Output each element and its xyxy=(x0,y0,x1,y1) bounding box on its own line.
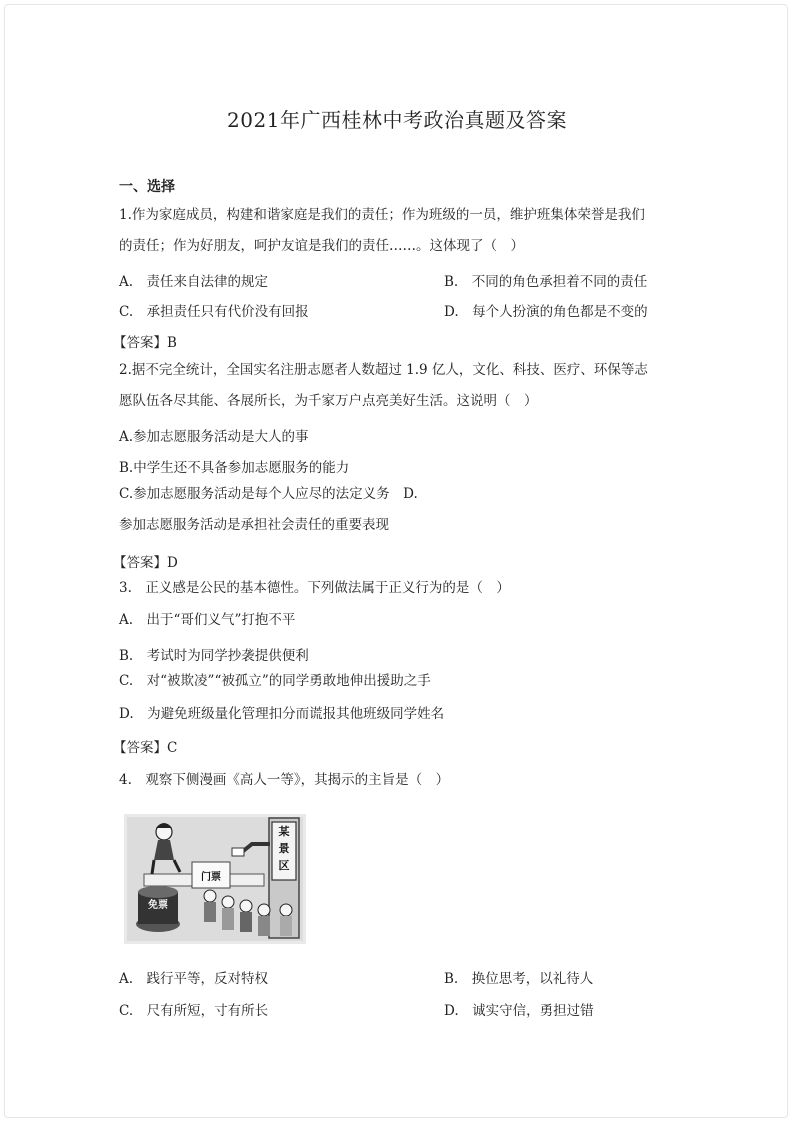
q3-stem: 3. 正义感是公民的基本德性。下列做法属于正义行为的是（ ） xyxy=(119,580,510,596)
q1-stem-line2: 的责任；作为好朋友，呵护友谊是我们的责任……。这体现了（ ） xyxy=(119,238,524,254)
cartoon-image xyxy=(124,814,306,944)
q1-option-a: A. 责任来自法律的规定 xyxy=(119,274,269,290)
q4-stem: 4. 观察下侧漫画《高人一等》，其揭示的主旨是（ ） xyxy=(119,772,450,788)
page-title: 2021年广西桂林中考政治真题及答案 xyxy=(227,108,567,132)
section-heading: 一、选择 xyxy=(119,179,175,195)
q2-option-a: A.参加志愿服务活动是大人的事 xyxy=(119,429,309,445)
q2-stem-line2: 愿队伍各尽其能、各展所长，为千家万户点亮美好生活。这说明（ ） xyxy=(119,393,538,409)
q4-option-a: A. 践行平等，反对特权 xyxy=(119,971,269,987)
q1-option-d: D. 每个人扮演的角色都是不变的 xyxy=(444,304,648,320)
q2-option-d: 参加志愿服务活动是承担社会责任的重要表现 xyxy=(119,517,389,533)
q4-option-b: B. 换位思考，以礼待人 xyxy=(444,971,594,987)
ticket-sign: 门票 xyxy=(201,872,221,883)
q2-option-c: C.参加志愿服务活动是每个人应尽的法定义务 D. xyxy=(119,486,418,502)
sign-char-1: 某 xyxy=(278,825,290,838)
q3-answer: 【答案】C xyxy=(113,740,178,756)
q1-option-c: C. 承担责任只有代价没有回报 xyxy=(119,304,309,320)
q4-option-c: C. 尺有所短，寸有所长 xyxy=(119,1003,269,1019)
sign-char-2: 景 xyxy=(278,842,290,855)
q3-option-b: B. 考试时为同学抄袭提供便利 xyxy=(119,648,309,664)
q3-option-a: A. 出于“哥们义气”打抱不平 xyxy=(119,612,296,628)
q2-answer: 【答案】D xyxy=(113,555,178,571)
q3-option-d: D. 为避免班级量化管理扣分而谎报其他班级同学姓名 xyxy=(119,706,445,722)
q2-option-b: B.中学生还不具备参加志愿服务的能力 xyxy=(119,460,350,476)
q1-stem-line1: 1.作为家庭成员，构建和谐家庭是我们的责任；作为班级的一员，维护班集体荣誉是我们 xyxy=(119,207,645,223)
free-ticket-label: 免票 xyxy=(148,900,168,911)
q3-option-c: C. 对“被欺凌”“被孤立”的同学勇敢地伸出援助之手 xyxy=(119,673,431,689)
q1-answer: 【答案】B xyxy=(113,335,177,351)
q4-option-d: D. 诚实守信，勇担过错 xyxy=(444,1003,594,1019)
sign-char-3: 区 xyxy=(278,859,290,872)
q1-option-b: B. 不同的角色承担着不同的责任 xyxy=(444,274,648,290)
q2-stem-line1: 2.据不完全统计，全国实名注册志愿者人数超过 1.9 亿人，文化、科技、医疗、环保等志 xyxy=(119,362,648,378)
